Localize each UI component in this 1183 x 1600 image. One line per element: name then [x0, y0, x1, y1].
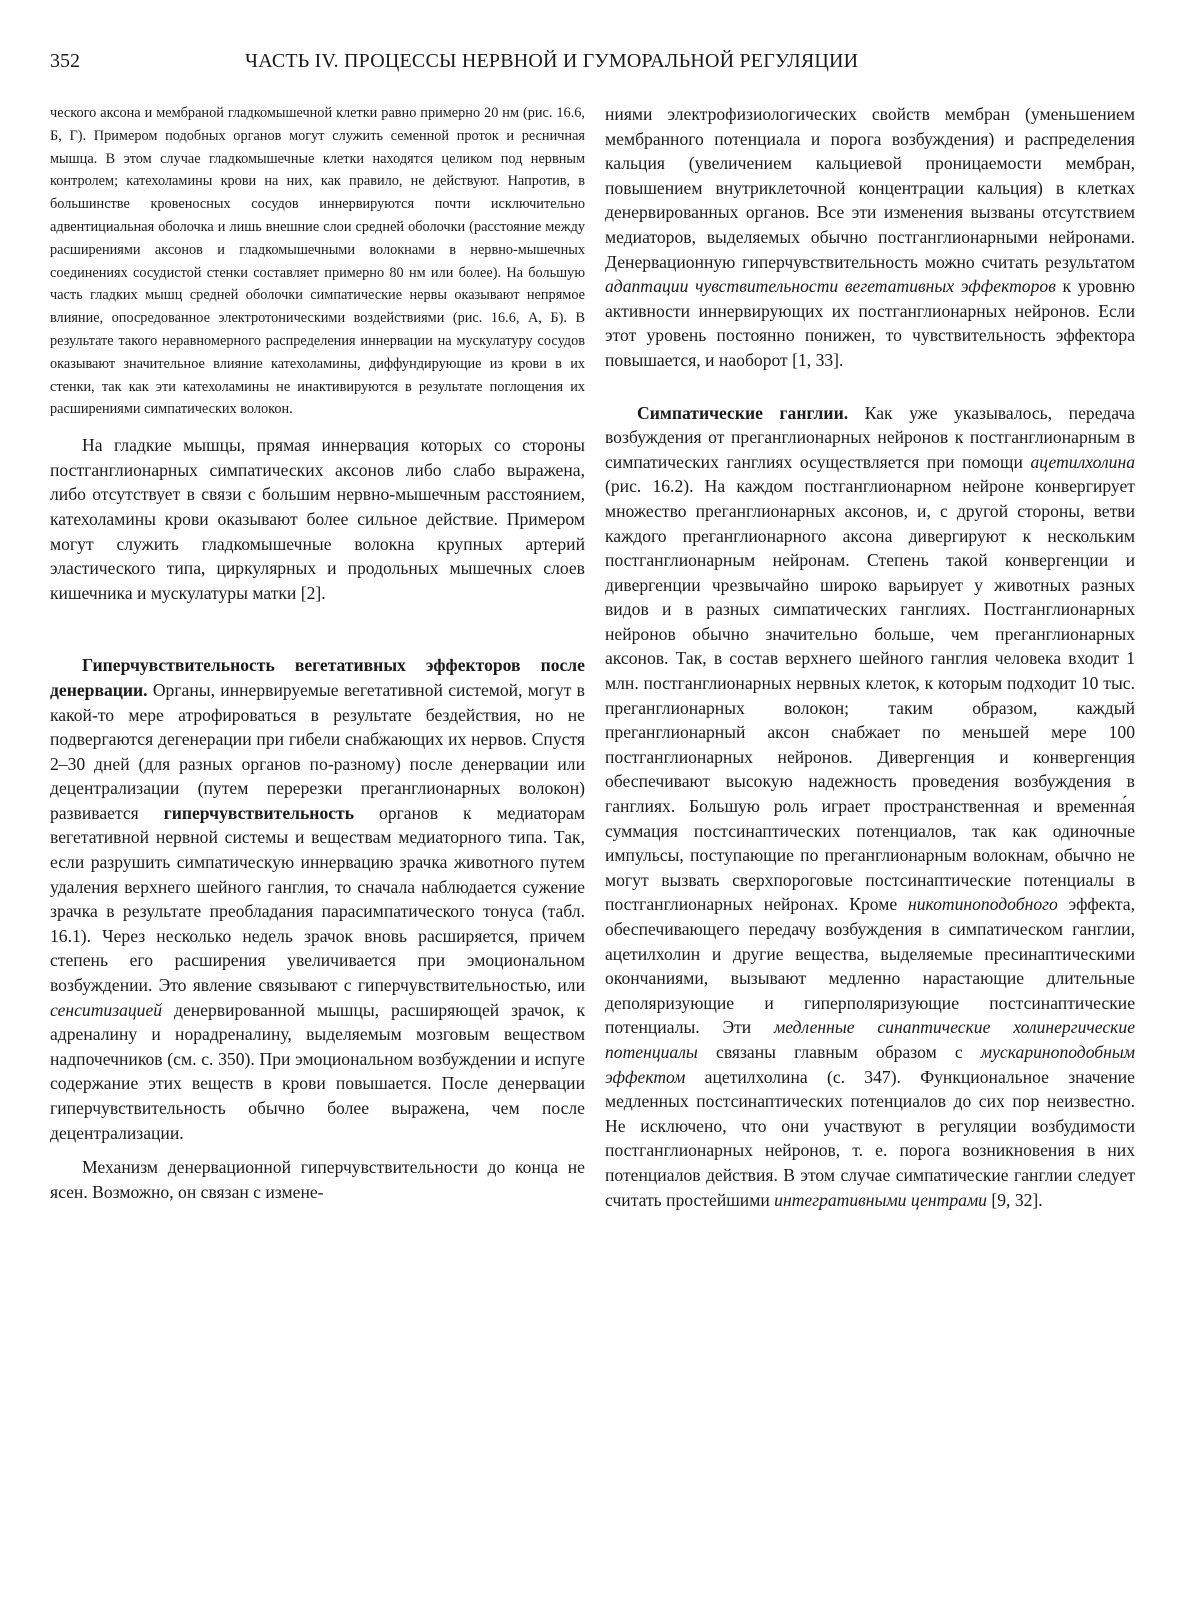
- right-column: [605, 102, 1135, 1212]
- paragraph: Механизм денервационной гиперчувствительности до конца не ясен. Возможно, он связан с измене-: [50, 1157, 585, 1202]
- text-span: ниями электрофизиологических свойств мембран (уменьшением мембранного потенциала и порога возбуждения) и распределения кальция (увеличением кальциевой проницаемости мембран, повышением внутриклеточной концентрации кальция) в клетках денервированных органов. Все эти изменения вызваны отсутствием медиаторов, выделяемых обычно постганглионарными нейронами. Денервационную гиперчувствительность можно считать результатом: [605, 104, 1135, 272]
- text-span: денервированной мышцы, расширяющей зрачок, к адреналину и норадреналину, выделяемым мозговым веществом надпочечников (см. с. 350). При эмоциональном возбуждении и испуге содержание этих веществ в крови повышается. После денервации гиперчувствительность обычно более выражена, чем после децентрализации.: [50, 999, 585, 1143]
- text-span: связаны главным образом с: [697, 1041, 981, 1062]
- text-span: Органы, иннервируемые вегетативной системой, могут в какой-то мере атрофироваться в результате бездействия, но не подвергаются дегенерации при гибели снабжающих их нервов. Спустя 2–30 дней (для разных органов по-разному) после денервации или децентрализации (путем перерезки преганглионарных волокон) развивается: [50, 679, 585, 823]
- text-span: (рис. 16.2). На каждом постганглионарном нейроне конвергирует множество преганглионарных аксонов, и, с другой стороны, ветви каждого преганглионарного аксона дивергируют к нескольким постганглионарным нейронам. Степень такой конвергенции и дивергенции чрезвычайно широко варьирует у животных разных видов и в разных симпатических ганглиях. Постганглионарных нейронов обычно значительно больше, чем преганглионарных аксонов. Так, в состав верхнего шейного ганглия человека входит 1 млн. постганглионарных нервных клеток, к которым подходит 10 тыс. преганглионарных волокон; таким образом, каждый преганглионарный аксон снабжает по меньшей мере 100 постганглионарных нейронов. Дивергенция и конвергенция обеспечивают высокую надежность проведения возбуждения в ганглиях. Большую роль играет пространственная и временна́я суммация постсинаптических потенциалов, так как одиночные импульсы, поступающие по преганглионарным волокнам, обычно не могут вызвать сверхпороговые постсинаптические потенциалы в постганглионарных нейронах. Кроме: [605, 476, 1135, 915]
- paragraph-continued: [605, 102, 1135, 373]
- term-italic: адаптации чувствительности вегетативных эффекторов: [605, 276, 1056, 297]
- term-italic: никотиноподобного: [908, 894, 1058, 915]
- text-span: ацетилхолина (с. 347). Функциональное значение медленных постсинаптических потенциалов до сих пор неизвестно. Не исключено, что они участвуют в регуляции возбудимости постганглионарных нейронов, т. е. порога возникновения в них потенциалов действия. В этом случае симпатические ганглии следует считать простейшими: [605, 1066, 1135, 1210]
- running-head: [50, 50, 1135, 80]
- paragraph: На гладкие мышцы, прямая иннервация которых со стороны постганглионарных симпатических аксонов либо слабо выражена, либо отсутствует в связи с большим нервно-мышечным расстоянием, катехоламины крови оказывают более сильное действие. Примером могут служить гладкомышечные волокна крупных артерий эластического типа, циркулярных и продольных мышечных слоев кишечника и мускулатуры матки [2].: [50, 435, 585, 603]
- term-italic: мускариноподобным эффектом: [605, 1041, 1135, 1087]
- text-span: Как уже указывалось, передача возбуждения от преганглионарных нейронов к постганглионарным в симпатических ганглиях осуществляется при помощи: [605, 402, 1135, 472]
- text-span: эффекта, обеспечивающего передачу возбуждения в симпатическом ганглии, ацетилхолин и другие вещества, выделяемые пресинаптическими окончаниями, вызывают медленно нарастающие длительные деполяризующие и гиперполяризующие постсинаптические потенциалы. Эти: [605, 894, 1135, 1038]
- term-italic: сенситизацией: [50, 999, 163, 1020]
- left-column: [50, 102, 585, 1204]
- section-heading-hypersensitivity: Гиперчувствительность вегетативных эффекторов после денервации.: [50, 655, 585, 700]
- text-span: органов к медиаторам вегетативной нервной системы и веществам медиаторного типа. Так, если разрушить симпатическую иннервацию зрачка животного путем удаления верхнего шейного ганглия, то сначала наблюдается сужение зрачка в результате преобладания парасимпатического тонуса (табл. 16.1). Через несколько недель зрачок вновь расширяется, причем степень его расширения увеличивается при эмоциональном возбуждении. Это явление связывают с гиперчувствительностью, или: [50, 802, 585, 996]
- running-title: ЧАСТЬ IV. ПРОЦЕССЫ НЕРВНОЙ И ГУМОРАЛЬНОЙ РЕГУЛЯЦИИ: [245, 50, 859, 72]
- term-italic: ацетилхолина: [1030, 451, 1135, 472]
- paragraph-sympathetic-ganglia: [605, 401, 1135, 1213]
- term-bold: гиперчувствительность: [163, 802, 354, 823]
- text-span: к уровню активности иннервирующих их постганглионарных нейронов. Если этот уровень постоянно понижен, то чувствительность эффектора повышается, и наоборот [1, 33].: [605, 276, 1135, 370]
- text-span: [9, 32].: [986, 1189, 1043, 1210]
- page-number: 352: [50, 50, 80, 72]
- section-heading-sympathetic-ganglia: Симпатические ганглии.: [637, 402, 849, 423]
- term-italic: интегративными центрами: [774, 1189, 987, 1210]
- term-italic: медленные синаптические холинергические потенциалы: [605, 1017, 1136, 1062]
- paragraph-hypersensitivity: [50, 653, 585, 1145]
- paragraph-small-print: ческого аксона и мембраной гладкомышечной клетки равно примерно 20 нм (рис. 16.6, Б, Г). Примером подобных органов могут служить семенной проток и ресничная мышца. В этом случае гладкомышечные клетки находятся целиком под нервным контролем; катехоламины крови на них, как правило, не действуют. Напротив, в большинстве кровеносных сосудов иннервируются почти исключительно адвентициальная оболочка и лишь внешние слои средней оболочки (расстояние между расширениями аксонов и гладкомышечными волокнами в нервно-мышечных соединениях сосудистой стенки составляет примерно 80 нм или более). На большую часть гладких мышц средней оболочки симпатические нервы оказывают непрямое влияние, опосредованное электротоническими воздействиями (рис. 16.6, А, Б). В результате такого неравномерного распределения иннервации на мускулатуру сосудов оказывают значительное влияние катехоламины, диффундирующие из крови в их стенки, так как эти катехоламины не инактивируются в результате поглощения их расширениями симпатических волокон.: [50, 105, 585, 418]
